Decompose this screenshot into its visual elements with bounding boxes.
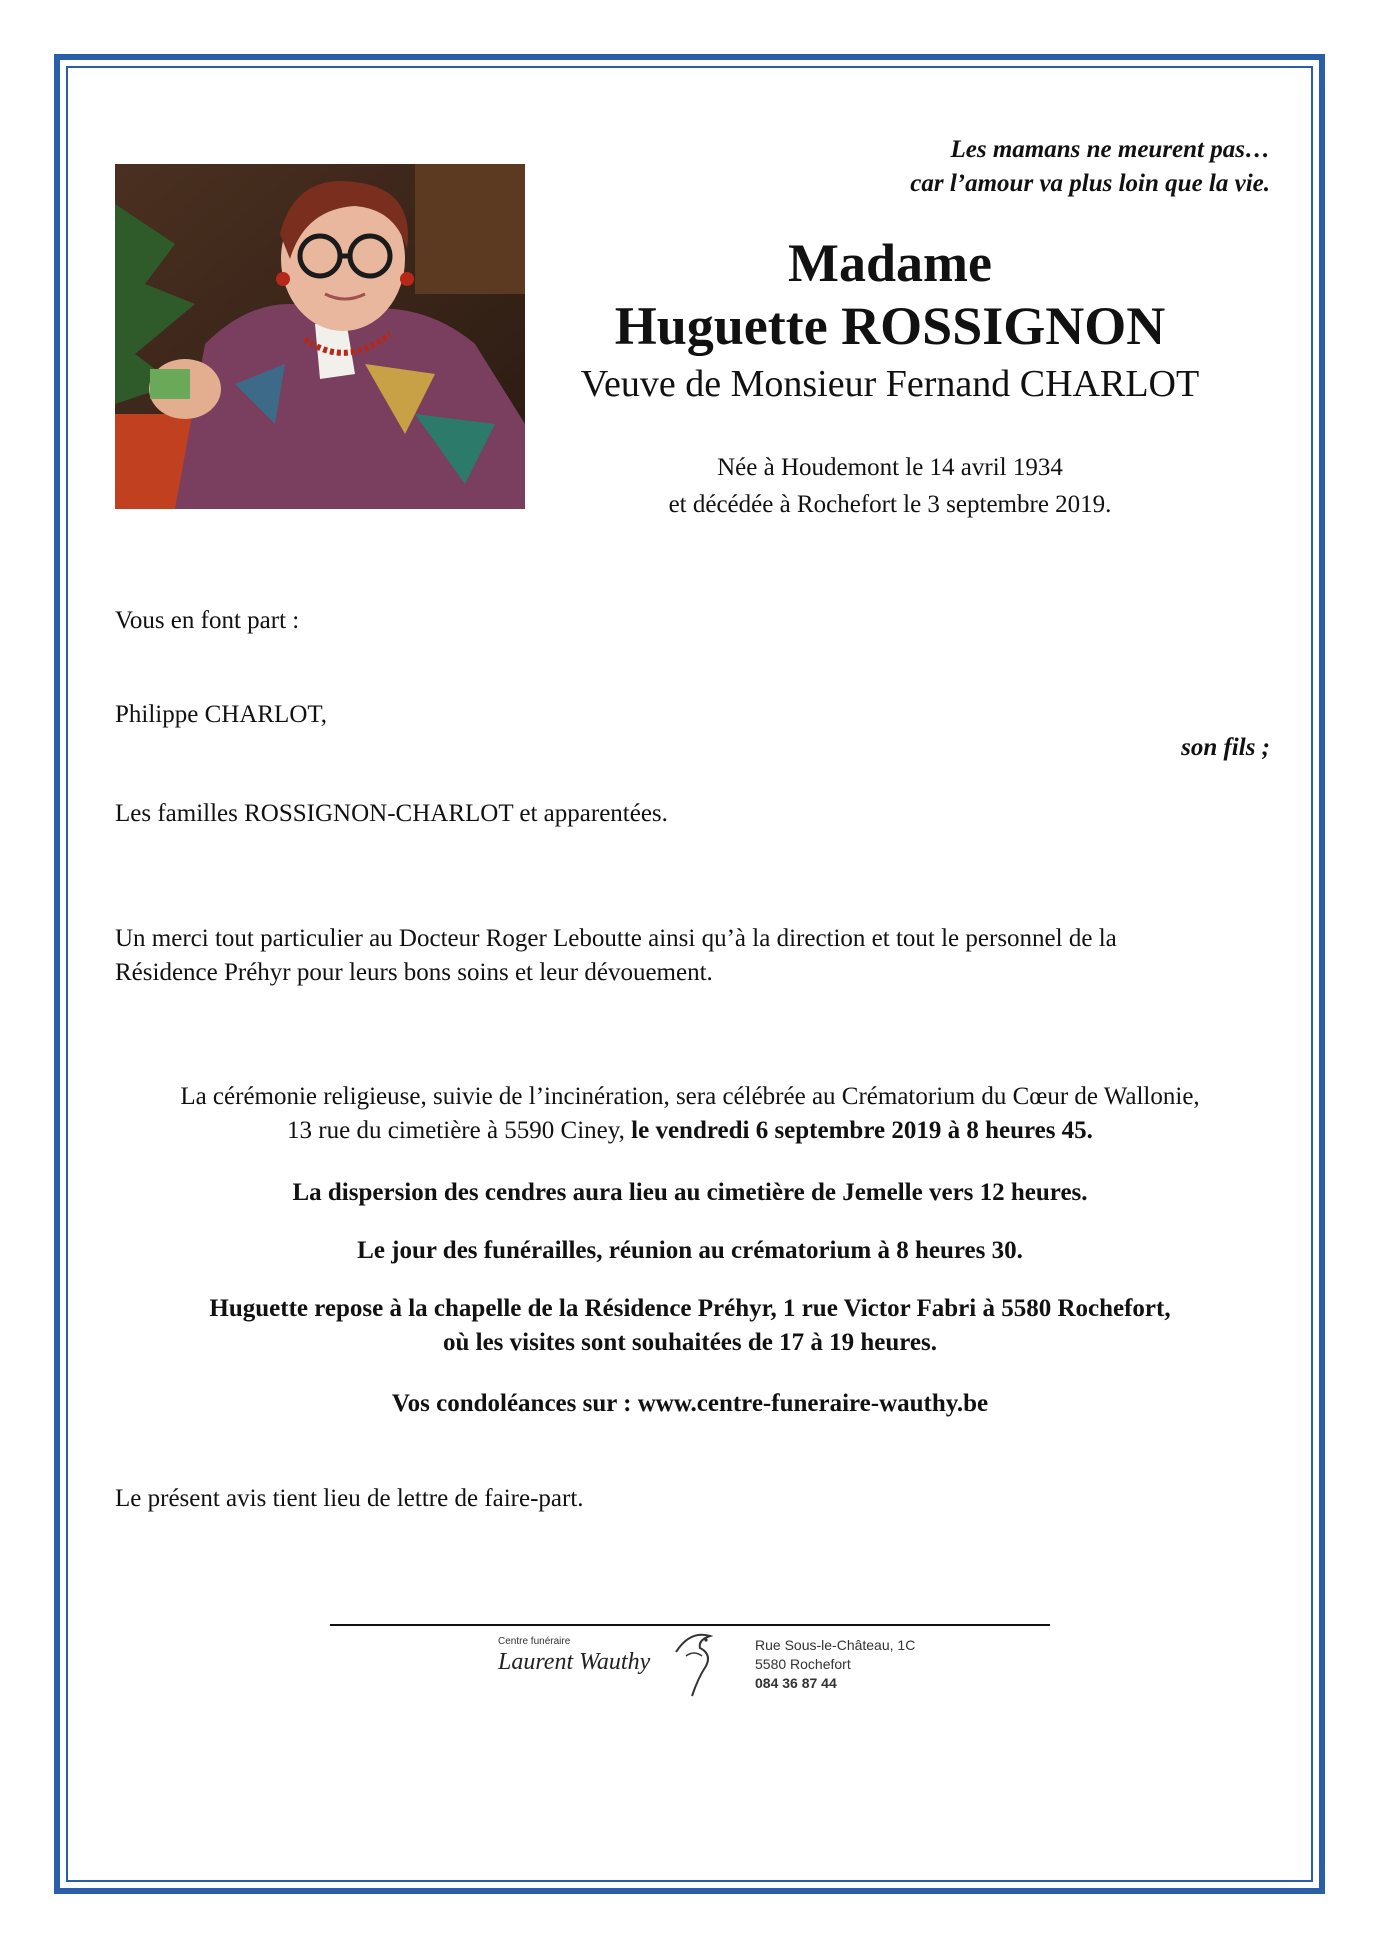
death-line: et décédée à Rochefort le 3 septembre 2019. <box>668 491 1112 518</box>
epigraph <box>910 133 1270 201</box>
epigraph-line-1: Les mamans ne meurent pas… <box>950 136 1270 163</box>
portrait-illustration <box>115 164 525 509</box>
life-dates <box>560 449 1220 523</box>
logo-script-name: Laurent Wauthy <box>498 1649 651 1675</box>
funeral-home-address <box>755 1636 915 1693</box>
epigraph-line-2: car l’amour va plus loin que la vie. <box>910 170 1270 197</box>
families-line: Les familles ROSSIGNON-CHARLOT et apparentées. <box>115 800 668 827</box>
logo-subtitle: Centre funéraire <box>498 1636 571 1647</box>
resting-paragraph <box>115 1292 1265 1360</box>
resting-line-2: où les visites sont souhaitées de 17 à 19 heures. <box>442 1329 937 1356</box>
widow-line: Veuve de Monsieur Fernand CHARLOT <box>580 363 1200 405</box>
resting-line-1: Huguette repose à la chapelle de la Résidence Préhyr, 1 rue Victor Fabri à 5580 Rochefort, <box>209 1295 1171 1322</box>
closing-line: Le présent avis tient lieu de lettre de faire-part. <box>115 1485 584 1512</box>
deceased-name: Huguette ROSSIGNON <box>614 296 1166 356</box>
family-relation: son fils ; <box>1181 734 1270 761</box>
condolences-line: Vos condoléances sur : www.centre-funeraire-wauthy.be <box>391 1390 989 1417</box>
ceremony-line-1: La cérémonie religieuse, suivie de l’incinération, sera célébrée au Crématorium du Cœur de Wallonie, <box>180 1083 1200 1110</box>
thanks-line-2: Résidence Préhyr pour leurs bons soins et leur dévouement. <box>115 959 713 986</box>
ceremony-address: 13 rue du cimetière à 5590 Ciney, <box>287 1117 632 1144</box>
address-line-2: 5580 Rochefort <box>755 1656 851 1672</box>
phone-number: 084 36 87 44 <box>755 1675 837 1691</box>
birth-line: Née à Houdemont le 14 avril 1934 <box>717 454 1063 481</box>
address-line-1: Rue Sous-le-Château, 1C <box>755 1637 916 1653</box>
ceremony-line-2 <box>115 1114 1265 1148</box>
honorific: Madame <box>788 233 992 293</box>
dove-icon <box>668 1626 722 1700</box>
thanks-paragraph <box>115 922 1117 990</box>
meeting-line: Le jour des funérailles, réunion au crématorium à 8 heures 30. <box>357 1237 1023 1264</box>
intro-text: Vous en font part : <box>115 607 300 634</box>
funeral-home-logo <box>498 1636 678 1686</box>
family-member: Philippe CHARLOT, <box>115 701 328 728</box>
dispersion-line: La dispersion des cendres aura lieu au cimetière de Jemelle vers 12 heures. <box>292 1179 1088 1206</box>
portrait-photo <box>115 164 525 509</box>
ceremony-datetime: le vendredi 6 septembre 2019 à 8 heures 45. <box>631 1117 1093 1144</box>
ceremony-paragraph <box>115 1080 1265 1148</box>
thanks-line-1: Un merci tout particulier au Docteur Roger Leboutte ainsi qu’à la direction et tout le personnel de la <box>115 925 1117 952</box>
title-block <box>560 232 1220 408</box>
